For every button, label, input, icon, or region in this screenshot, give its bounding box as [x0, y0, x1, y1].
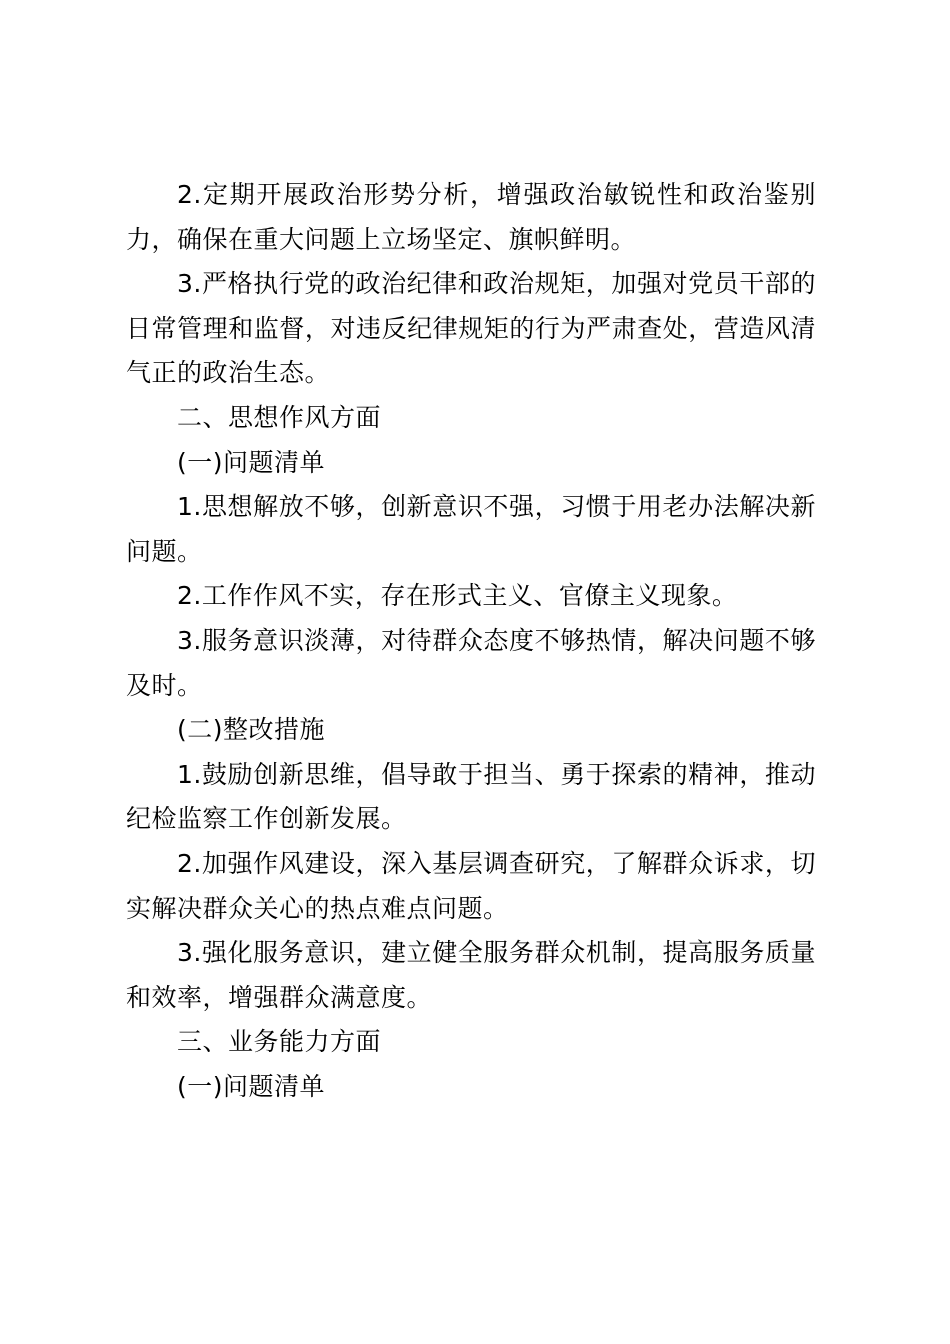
paragraph-problem-2: 2.工作作风不实，存在形式主义、官僚主义现象。: [177, 581, 738, 611]
paragraph-measure-3: 3.严格执行党的政治纪律和政治规矩，加强对党员干部的日常管理和监督，对违反纪律规矩的行为严肃查处，营造风清气正的政治生态。: [126, 269, 816, 388]
paragraph-measure-2: 2.定期开展政治形势分析，增强政治敏锐性和政治鉴别力，确保在重大问题上立场坚定、旗帜鲜明。: [126, 180, 816, 254]
section-heading-business-capability: 三、业务能力方面: [177, 1027, 382, 1057]
paragraph-rectification-2: 2.加强作风建设，深入基层调查研究，了解群众诉求，切实解决群众关心的热点难点问题。: [126, 848, 816, 923]
paragraph-problem-3: 3.服务意识淡薄，对待群众态度不够热情，解决问题不够及时。: [126, 625, 816, 700]
paragraph-rectification-3: 3.强化服务意识，建立健全服务群众机制，提高服务质量和效率，增强群众满意度。: [126, 938, 816, 1012]
document-page: [126, 173, 816, 1109]
section-heading-thought-style: 二、思想作风方面: [177, 402, 382, 432]
subheading-problem-list-2: (一)问题清单: [177, 1071, 326, 1101]
paragraph-problem-1: 1.思想解放不够，创新意识不强，习惯于用老办法解决新问题。: [126, 492, 816, 566]
subheading-rectification-measures: (二)整改措施: [177, 715, 326, 745]
subheading-problem-list: (一)问题清单: [177, 447, 326, 477]
paragraph-rectification-1: 1.鼓励创新思维，倡导敢于担当、勇于探索的精神，推动纪检监察工作创新发展。: [126, 759, 816, 834]
